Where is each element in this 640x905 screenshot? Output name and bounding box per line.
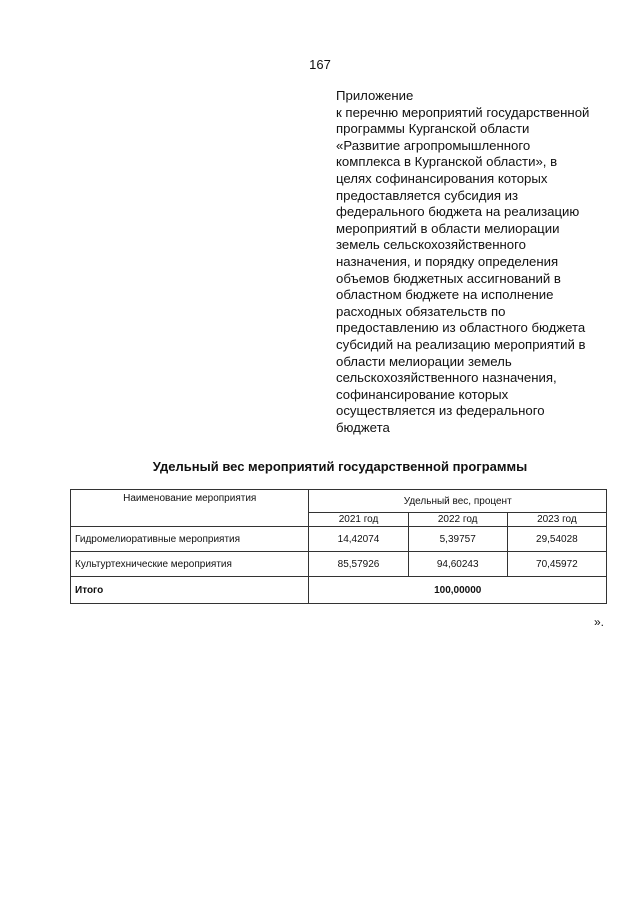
appendix-line: осуществляется из федерального <box>336 403 545 419</box>
appendix-line: комплекса в Курганской области», в <box>336 154 558 170</box>
appendix-line: мероприятий в области мелиорации <box>336 220 560 236</box>
row-name-cell: Культуртехнические мероприятия <box>71 552 309 577</box>
appendix-line: субсидий на реализацию мероприятий в <box>336 336 586 352</box>
year-cell-2021: 2021 год <box>309 513 408 527</box>
appendix-line: области мелиорации земель <box>336 353 512 369</box>
appendix-line: софинансирование которых <box>336 386 509 402</box>
appendix-line: целях софинансирования которых <box>336 170 548 186</box>
appendix-line: федерального бюджета на реализацию <box>336 204 580 220</box>
table-row <box>71 527 607 552</box>
table-total-row <box>71 577 607 604</box>
total-label-cell: Итого <box>71 577 309 604</box>
appendix-line: «Развитие агропромышленного <box>336 137 531 153</box>
appendix-line: предоставлению из областного бюджета <box>336 320 586 336</box>
appendix-line: бюджета <box>336 419 390 435</box>
value-cell: 70,45972 <box>507 552 606 577</box>
appendix-line: Приложение <box>336 88 414 103</box>
closing-quote-mark: ». <box>594 615 605 629</box>
weights-table <box>70 489 607 604</box>
appendix-line: программы Курганской области <box>336 121 530 137</box>
row-name-cell: Гидромелиоративные мероприятия <box>71 527 309 552</box>
page-number: 167 <box>309 57 331 72</box>
value-cell: 5,39757 <box>408 527 507 552</box>
table-title: Удельный вес мероприятий государственной программы <box>152 459 528 474</box>
year-cell-2022: 2022 год <box>408 513 507 527</box>
appendix-line: объемов бюджетных ассигнований в <box>336 270 561 286</box>
appendix-line: расходных обязательств по <box>336 303 506 319</box>
table-row <box>71 552 607 577</box>
appendix-line: назначения, и порядку определения <box>336 253 559 269</box>
appendix-line: сельскохозяйственного назначения, <box>336 370 557 386</box>
appendix-line: земель сельскохозяйственного <box>336 237 526 253</box>
value-cell: 14,42074 <box>309 527 408 552</box>
header-weight-cell: Удельный вес, процент <box>309 490 607 513</box>
year-cell-2023: 2023 год <box>507 513 606 527</box>
appendix-heading <box>336 88 621 436</box>
value-cell: 94,60243 <box>408 552 507 577</box>
value-cell: 85,57926 <box>309 552 408 577</box>
total-value-cell: 100,00000 <box>309 577 607 604</box>
appendix-line: к перечню мероприятий государственной <box>336 104 590 120</box>
appendix-line: областном бюджете на исполнение <box>336 287 554 303</box>
appendix-line: предоставляется субсидия из <box>336 187 519 203</box>
header-name-cell: Наименование мероприятия <box>71 490 309 527</box>
value-cell: 29,54028 <box>507 527 606 552</box>
table-header-row <box>71 490 607 513</box>
